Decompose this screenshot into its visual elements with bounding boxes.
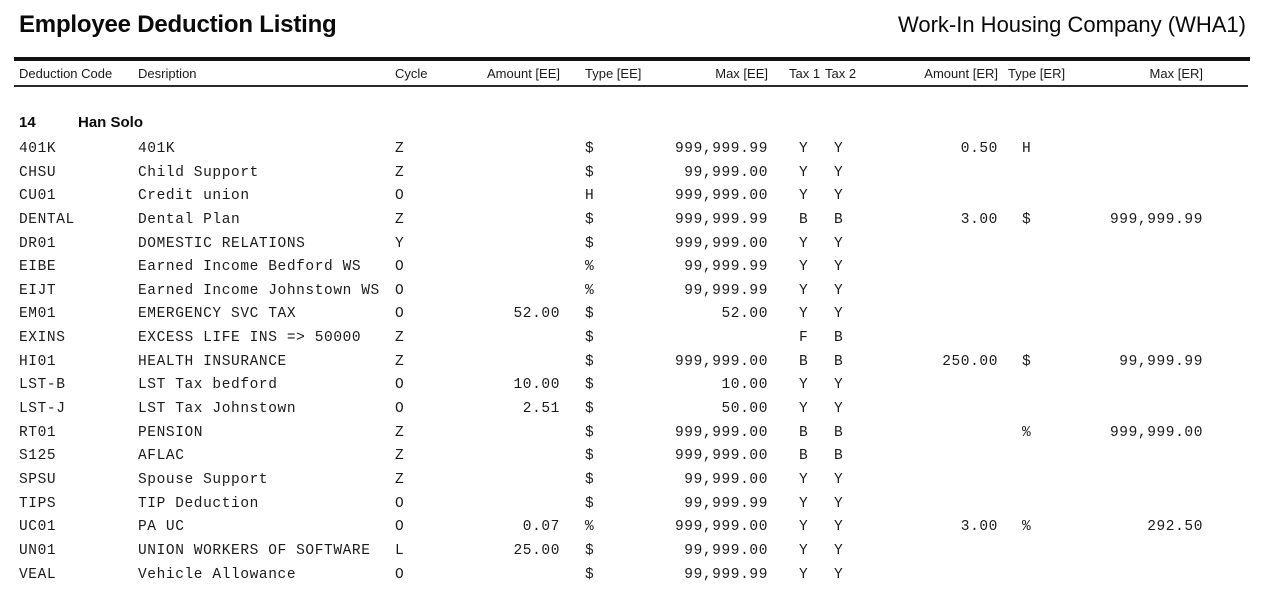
cell-type-ee: $ <box>585 330 595 347</box>
cell-cycle: L <box>395 542 405 559</box>
cell-type-ee: $ <box>585 401 595 418</box>
cell-tax1: Y <box>799 188 809 205</box>
employee-name: Han Solo <box>78 114 144 131</box>
cell-tax1: F <box>799 330 809 347</box>
cell-amount-er: 3.00 <box>960 211 998 228</box>
cell-tax1: Y <box>799 259 809 276</box>
cell-cycle: Y <box>395 235 405 252</box>
header-rule-bottom <box>14 85 1248 87</box>
cell-tax1: Y <box>799 495 809 512</box>
table-row <box>0 518 1262 542</box>
cell-amount-ee: 25.00 <box>513 542 560 559</box>
cell-type-ee: $ <box>585 353 595 370</box>
cell-type-ee: $ <box>585 471 595 488</box>
cell-deduction-code: RT01 <box>19 424 57 441</box>
cell-cycle: Z <box>395 141 405 157</box>
cell-max-ee: 50.00 <box>721 401 768 418</box>
cell-type-ee: % <box>585 519 595 536</box>
cell-type-ee: $ <box>585 495 595 512</box>
cell-description: LST Tax Johnstown <box>138 401 297 418</box>
cell-description: AFLAC <box>138 448 185 465</box>
table-row <box>0 305 1262 329</box>
cell-type-er: H <box>1022 141 1032 157</box>
table-row <box>0 164 1262 188</box>
cell-max-ee: 999,999.99 <box>674 211 768 228</box>
cell-tax2: Y <box>834 401 844 418</box>
table-row <box>0 140 1262 164</box>
table-row <box>0 376 1262 400</box>
cell-tax1: Y <box>799 306 809 323</box>
cell-cycle: O <box>395 259 405 276</box>
cell-description: 401K <box>138 141 176 157</box>
table-row <box>0 211 1262 235</box>
column-header-cycle: Cycle <box>395 66 428 81</box>
cell-type-ee: $ <box>585 306 595 323</box>
cell-deduction-code: CHSU <box>19 164 57 181</box>
cell-tax1: Y <box>799 141 809 157</box>
cell-deduction-code: DR01 <box>19 235 57 252</box>
cell-max-ee: 999,999.99 <box>674 141 768 157</box>
cell-description: PA UC <box>138 519 185 536</box>
cell-type-ee: $ <box>585 424 595 441</box>
cell-tax2: Y <box>834 377 844 394</box>
cell-max-er: 292.50 <box>1147 519 1203 536</box>
cell-cycle: O <box>395 282 405 299</box>
cell-tax1: Y <box>799 471 809 488</box>
table-row <box>0 329 1262 353</box>
column-header-amount-ee: Amount [EE] <box>487 66 560 81</box>
cell-cycle: Z <box>395 353 405 370</box>
cell-tax1: Y <box>799 401 809 418</box>
cell-tax2: Y <box>834 495 844 512</box>
table-row <box>0 447 1262 471</box>
cell-deduction-code: HI01 <box>19 353 57 370</box>
table-row <box>0 187 1262 211</box>
cell-max-er: 999,999.99 <box>1109 211 1203 228</box>
cell-max-ee: 52.00 <box>721 306 768 323</box>
cell-description: Dental Plan <box>138 211 241 228</box>
cell-deduction-code: UN01 <box>19 542 57 559</box>
column-header-type-ee: Type [EE] <box>585 66 642 81</box>
cell-type-ee: $ <box>585 542 595 559</box>
cell-cycle: Z <box>395 330 405 347</box>
cell-deduction-code: DENTAL <box>19 211 75 228</box>
cell-type-ee: % <box>585 282 595 299</box>
cell-description: EXCESS LIFE INS => 50000 <box>138 330 362 347</box>
cell-type-er: % <box>1022 424 1032 441</box>
cell-description: Spouse Support <box>138 471 269 488</box>
cell-deduction-code: 401K <box>19 141 57 157</box>
cell-type-ee: $ <box>585 164 595 181</box>
column-header-max-er: Max [ER] <box>1149 66 1203 81</box>
cell-tax2: B <box>834 424 844 441</box>
cell-type-er: $ <box>1022 211 1032 228</box>
cell-cycle: O <box>395 377 405 394</box>
column-header-tax1: Tax 1 <box>789 66 821 81</box>
cell-description: DOMESTIC RELATIONS <box>138 235 306 252</box>
cell-cycle: Z <box>395 471 405 488</box>
cell-tax2: B <box>834 353 844 370</box>
cell-cycle: Z <box>395 448 405 465</box>
cell-cycle: O <box>395 566 405 583</box>
report-header <box>0 0 1262 57</box>
cell-max-ee: 99,999.99 <box>684 495 768 512</box>
cell-tax2: B <box>834 330 844 347</box>
cell-type-er: $ <box>1022 353 1032 370</box>
cell-max-ee: 99,999.00 <box>684 164 768 181</box>
cell-deduction-code: SPSU <box>19 471 57 488</box>
table-row <box>0 235 1262 259</box>
cell-tax1: B <box>799 353 809 370</box>
cell-cycle: O <box>395 188 405 205</box>
table-row <box>0 400 1262 424</box>
cell-tax2: Y <box>834 282 844 299</box>
cell-tax2: B <box>834 448 844 465</box>
cell-description: TIP Deduction <box>138 495 259 512</box>
table-row <box>0 258 1262 282</box>
column-header-amount-er: Amount [ER] <box>924 66 998 81</box>
cell-tax2: Y <box>834 188 844 205</box>
cell-cycle: Z <box>395 211 405 228</box>
cell-deduction-code: UC01 <box>19 519 57 536</box>
cell-deduction-code: EM01 <box>19 306 57 323</box>
cell-tax2: Y <box>834 141 844 157</box>
cell-type-ee: $ <box>585 235 595 252</box>
page-title: Employee Deduction Listing <box>19 11 337 38</box>
cell-tax2: Y <box>834 471 844 488</box>
cell-tax2: Y <box>834 519 844 536</box>
cell-deduction-code: EIJT <box>19 282 57 299</box>
cell-max-er: 99,999.99 <box>1119 353 1203 370</box>
cell-tax1: Y <box>799 282 809 299</box>
cell-tax1: B <box>799 424 809 441</box>
cell-type-ee: $ <box>585 566 595 583</box>
table-row <box>0 282 1262 306</box>
cell-max-ee: 99,999.99 <box>684 282 768 299</box>
cell-deduction-code: LST-J <box>19 401 66 418</box>
cell-deduction-code: TIPS <box>19 495 57 512</box>
column-header-description: Desription <box>138 66 197 81</box>
cell-max-ee: 99,999.99 <box>684 566 768 583</box>
cell-cycle: O <box>395 519 405 536</box>
cell-amount-ee: 0.07 <box>522 519 560 536</box>
company-name: Work-In Housing Company (WHA1) <box>897 12 1246 37</box>
cell-description: Earned Income Bedford WS <box>138 259 362 276</box>
cell-tax1: Y <box>799 235 809 252</box>
cell-description: Child Support <box>138 164 259 181</box>
cell-max-ee: 10.00 <box>721 377 768 394</box>
cell-description: Earned Income Johnstown WS <box>138 282 380 299</box>
cell-description: Vehicle Allowance <box>138 566 297 583</box>
cell-max-ee: 999,999.00 <box>674 519 768 536</box>
cell-tax2: B <box>834 211 844 228</box>
cell-max-er: 999,999.00 <box>1109 424 1203 441</box>
table-row <box>0 471 1262 495</box>
cell-cycle: O <box>395 401 405 418</box>
cell-type-ee: $ <box>585 211 595 228</box>
cell-max-ee: 999,999.00 <box>674 188 768 205</box>
cell-max-ee: 999,999.00 <box>674 448 768 465</box>
cell-tax2: Y <box>834 235 844 252</box>
cell-max-ee: 999,999.00 <box>674 424 768 441</box>
cell-deduction-code: VEAL <box>19 566 57 583</box>
cell-description: EMERGENCY SVC TAX <box>138 306 297 323</box>
cell-type-ee: $ <box>585 448 595 465</box>
cell-type-ee: H <box>585 188 595 205</box>
cell-deduction-code: LST-B <box>19 377 66 394</box>
cell-cycle: Z <box>395 424 405 441</box>
cell-description: PENSION <box>138 424 204 441</box>
table-row <box>0 566 1262 590</box>
table-row <box>0 495 1262 519</box>
employee-group-heading <box>0 114 1262 136</box>
cell-deduction-code: EXINS <box>19 330 66 347</box>
cell-type-ee: $ <box>585 141 595 157</box>
column-header-type-er: Type [ER] <box>1008 66 1066 81</box>
cell-amount-ee: 52.00 <box>513 306 560 323</box>
cell-type-ee: $ <box>585 377 595 394</box>
cell-description: Credit union <box>138 188 250 205</box>
cell-tax2: Y <box>834 542 844 559</box>
cell-tax1: B <box>799 448 809 465</box>
cell-deduction-code: S125 <box>19 448 57 465</box>
column-header-tax2: Tax 2 <box>825 66 857 81</box>
cell-max-ee: 99,999.00 <box>684 542 768 559</box>
cell-amount-er: 0.50 <box>960 141 998 157</box>
column-header-max-ee: Max [EE] <box>715 66 768 81</box>
column-header-row <box>0 61 1262 85</box>
cell-tax1: Y <box>799 377 809 394</box>
cell-amount-er: 250.00 <box>942 353 998 370</box>
cell-max-ee: 999,999.00 <box>674 235 768 252</box>
cell-description: HEALTH INSURANCE <box>138 353 287 370</box>
cell-amount-ee: 2.51 <box>522 401 560 418</box>
cell-tax1: B <box>799 211 809 228</box>
cell-max-ee: 99,999.99 <box>684 259 768 276</box>
column-header-deduction-code: Deduction Code <box>19 66 113 81</box>
cell-tax1: Y <box>799 164 809 181</box>
cell-tax1: Y <box>799 566 809 583</box>
cell-tax2: Y <box>834 164 844 181</box>
cell-tax2: Y <box>834 259 844 276</box>
deduction-table-body <box>0 140 1262 589</box>
table-row <box>0 424 1262 448</box>
cell-amount-er: 3.00 <box>960 519 998 536</box>
cell-tax1: Y <box>799 519 809 536</box>
cell-max-ee: 999,999.00 <box>674 353 768 370</box>
cell-deduction-code: CU01 <box>19 188 57 205</box>
cell-type-er: % <box>1022 519 1032 536</box>
cell-tax2: Y <box>834 566 844 583</box>
cell-tax1: Y <box>799 542 809 559</box>
cell-description: UNION WORKERS OF SOFTWARE <box>138 542 371 559</box>
cell-cycle: O <box>395 495 405 512</box>
cell-type-ee: % <box>585 259 595 276</box>
table-row <box>0 353 1262 377</box>
cell-max-ee: 99,999.00 <box>684 471 768 488</box>
cell-tax2: Y <box>834 306 844 323</box>
cell-cycle: O <box>395 306 405 323</box>
employee-id: 14 <box>19 114 36 131</box>
table-row <box>0 542 1262 566</box>
cell-amount-ee: 10.00 <box>513 377 560 394</box>
cell-cycle: Z <box>395 164 405 181</box>
cell-deduction-code: EIBE <box>19 259 57 276</box>
cell-description: LST Tax bedford <box>138 377 278 394</box>
